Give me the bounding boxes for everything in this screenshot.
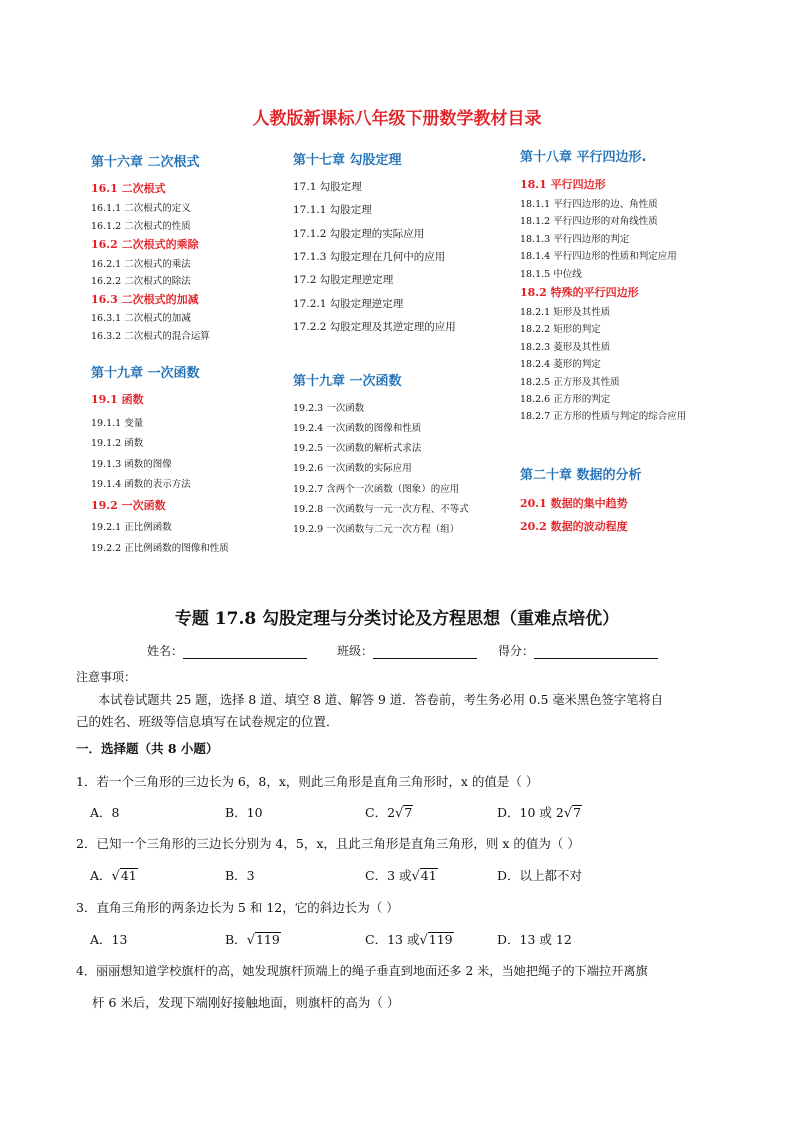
toc-item: 19.2.2 正比例函数的图像和性质	[91, 543, 229, 554]
toc-item: 19.2.7 含两个一次函数（图象）的应用	[293, 484, 460, 495]
toc-item: 18.2.5 正方形及其性质	[520, 377, 620, 388]
toc-item: 18.1.2 平行四边形的对角线性质	[520, 216, 658, 227]
toc-item: 17.1.2 勾股定理的实际应用	[293, 228, 425, 240]
toc-item: 18.1.3 平行四边形的判定	[520, 234, 630, 245]
toc-item: 16.2.1 二次根式的乘法	[91, 259, 191, 270]
option-a[interactable]: A．13	[90, 932, 128, 947]
toc-item: 19.2.5 一次函数的解析式求法	[293, 443, 422, 454]
toc-item: 18.1.1 平行四边形的边、角性质	[520, 199, 658, 210]
option-d[interactable]	[497, 803, 582, 821]
score-field[interactable]	[498, 642, 658, 659]
option-b[interactable]: B．3	[225, 868, 255, 883]
toc-item: 19.1.2 函数	[91, 438, 144, 449]
toc-item: 19.2.6 一次函数的实际应用	[293, 463, 412, 474]
question-3: 3．直角三角形的两条边长为 5 和 12，它的斜边长为（ ）	[76, 900, 399, 915]
sqrt-sign: √	[246, 933, 255, 948]
section-heading: 18.1 平行四边形	[520, 178, 606, 191]
toc-title: 人教版新课标八年级下册数学教材目录	[252, 109, 542, 129]
section-heading: 19.2 一次函数	[91, 499, 166, 512]
toc-item: 16.1.1 二次根式的定义	[91, 203, 191, 214]
toc-item: 17.2 勾股定理逆定理	[293, 274, 394, 286]
chapter-heading: 第十七章 勾股定理	[293, 153, 402, 168]
section-heading: 一．选择题（共 8 小题）	[76, 741, 219, 756]
radicand: 7	[404, 805, 413, 820]
name-field[interactable]	[147, 642, 307, 659]
toc-item: 16.1.2 二次根式的性质	[91, 221, 191, 232]
toc-item: 19.1.4 函数的表示方法	[91, 479, 191, 490]
toc-item: 18.2.7 正方形的性质与判定的综合应用	[520, 411, 687, 422]
option-a[interactable]	[90, 866, 138, 884]
toc-item: 18.2.3 菱形及其性质	[520, 342, 611, 353]
chapter-heading: 第十九章 一次函数	[293, 374, 402, 389]
option-a[interactable]: A．8	[90, 805, 120, 820]
chapter-heading: 第二十章 数据的分析	[520, 468, 642, 483]
option-c[interactable]	[365, 866, 438, 884]
section-heading: 16.2 二次根式的乘除	[91, 238, 199, 251]
toc-item: 19.2.9 一次函数与二元一次方程（组）	[293, 524, 460, 535]
class-label: 班级：	[337, 644, 374, 658]
question-2: 2．已知一个三角形的三边长分别为 4，5，x，且此三角形是直角三角形，则 x 的值为（ ）	[76, 836, 580, 851]
sqrt-sign: √	[419, 933, 428, 948]
toc-item: 16.3.2 二次根式的混合运算	[91, 331, 210, 342]
option-d[interactable]: D．13 或 12	[497, 932, 572, 947]
option-text: D．10 或 2	[497, 805, 564, 820]
score-blank[interactable]	[534, 646, 658, 659]
section-heading: 20.1 数据的集中趋势	[520, 497, 628, 510]
toc-item: 16.3.1 二次根式的加减	[91, 313, 191, 324]
sqrt-sign: √	[411, 869, 420, 884]
toc-item: 19.2.4 一次函数的图像和性质	[293, 423, 422, 434]
toc-item: 18.2.1 矩形及其性质	[520, 307, 611, 318]
option-text: C．13 或	[365, 932, 420, 947]
question-4-cont: 杆 6 米后，发现下端刚好接触地面，则旗杆的高为（ ）	[92, 995, 400, 1010]
radicand: 7	[573, 805, 582, 820]
radicand: 41	[420, 868, 437, 883]
toc-item: 19.2.3 一次函数	[293, 403, 365, 414]
toc-item: 19.2.8 一次函数与一元一次方程、不等式	[293, 504, 469, 515]
toc-item: 17.2.2 勾股定理及其逆定理的应用	[293, 321, 456, 333]
radicand: 119	[255, 932, 280, 947]
question-1: 1．若一个三角形的三边长为 6，8，x，则此三角形是直角三角形时，x 的值是（ ）	[76, 774, 539, 789]
option-b[interactable]	[225, 930, 281, 948]
option-text: B．	[225, 932, 247, 947]
toc-item: 18.2.6 正方形的判定	[520, 394, 611, 405]
chapter-heading: 第十九章 一次函数	[91, 366, 200, 381]
exam-title: 专题 17.8 勾股定理与分类讨论及方程思想（重难点培优）	[174, 609, 620, 629]
section-heading: 20.2 数据的波动程度	[520, 520, 628, 533]
toc-item: 17.1.3 勾股定理在几何中的应用	[293, 251, 446, 263]
toc-item: 18.1.4 平行四边形的性质和判定应用	[520, 251, 677, 262]
radicand: 119	[428, 932, 453, 947]
toc-item: 18.2.4 菱形的判定	[520, 359, 601, 370]
option-text: A．	[90, 868, 112, 883]
toc-item: 16.2.2 二次根式的除法	[91, 276, 191, 287]
question-4: 4．丽丽想知道学校旗杆的高，她发现旗杆顶端上的绳子垂直到地面还多 2 米，当她把绳子的下端拉开离旗	[76, 964, 648, 978]
toc-item: 18.2.2 矩形的判定	[520, 324, 601, 335]
name-label: 姓名：	[147, 644, 184, 658]
notice-label: 注意事项：	[76, 670, 137, 684]
option-text: C．3 或	[365, 868, 412, 883]
section-heading: 16.1 二次根式	[91, 182, 166, 195]
class-field[interactable]	[337, 642, 477, 659]
notice-line: 本试卷试题共 25 题，选择 8 道、填空 8 道、解答 9 道．答卷前，考生务必用 0.5 毫米黑色签字笔将自	[98, 693, 664, 707]
toc-item: 19.1.1 变量	[91, 418, 144, 429]
option-d[interactable]: D．以上都不对	[497, 868, 583, 883]
chapter-heading: 第十八章 平行四边形.	[520, 150, 647, 165]
score-label: 得分：	[498, 644, 535, 658]
sqrt-sign: √	[111, 869, 120, 884]
toc-item: 19.2.1 正比例函数	[91, 522, 172, 533]
toc-item: 17.1.1 勾股定理	[293, 204, 372, 216]
option-c[interactable]	[365, 803, 413, 821]
toc-item: 18.1.5 中位线	[520, 269, 582, 280]
toc-item: 17.2.1 勾股定理逆定理	[293, 298, 404, 310]
option-b[interactable]: B．10	[225, 805, 263, 820]
sqrt-sign: √	[563, 806, 573, 821]
option-c[interactable]	[365, 930, 454, 948]
section-heading: 19.1 函数	[91, 393, 144, 406]
toc-item: 19.1.3 函数的图像	[91, 459, 172, 470]
section-heading: 16.3 二次根式的加减	[91, 293, 199, 306]
name-blank[interactable]	[183, 646, 307, 659]
class-blank[interactable]	[373, 646, 477, 659]
toc-item: 17.1 勾股定理	[293, 181, 362, 193]
option-text: C．2	[365, 805, 396, 820]
section-heading: 18.2 特殊的平行四边形	[520, 286, 639, 299]
chapter-heading: 第十六章 二次根式	[91, 155, 200, 170]
radicand: 41	[120, 868, 137, 883]
sqrt-sign: √	[395, 806, 404, 821]
notice-line: 己的姓名、班级等信息填写在试卷规定的位置．	[76, 714, 339, 729]
